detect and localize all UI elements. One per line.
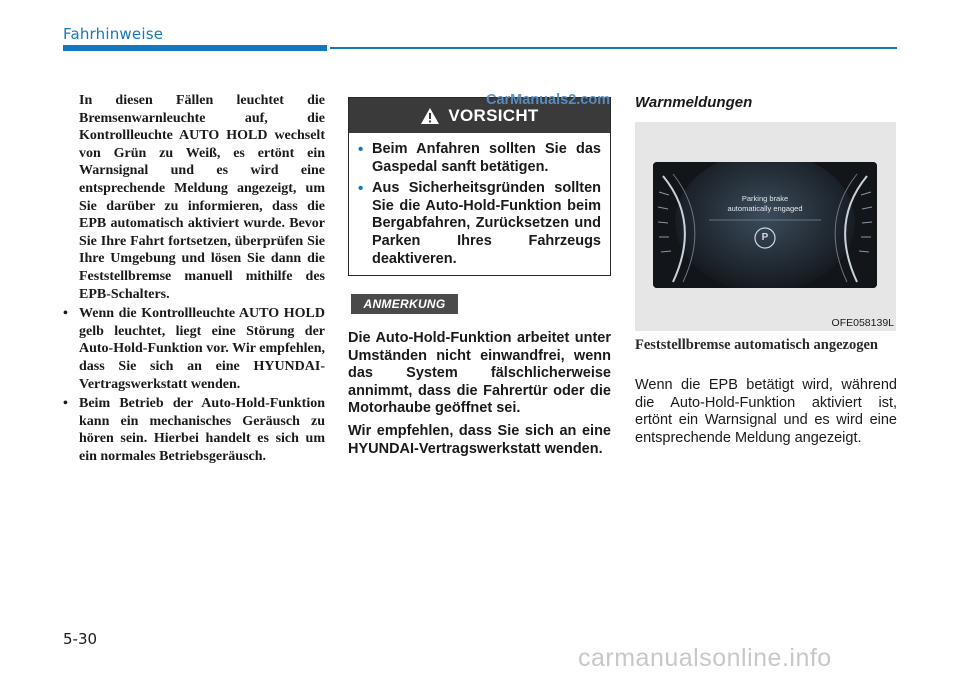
note-badge: ANMERKUNG xyxy=(351,294,458,314)
bullet-dot: • xyxy=(358,141,364,158)
bullet-text: Beim Betrieb der Auto-Hold-Funktion kann ein mechanisches Geräusch zu hören sein. Hierbei handelt es sich um ein normales Betriebsgeräusch. xyxy=(79,396,325,464)
bullet-item xyxy=(63,395,325,465)
bullet-dot: • xyxy=(63,396,68,412)
note-paragraph: Die Auto-Hold-Funktion arbeitet unter Umständen nicht einwandfrei, wenn das System fälschlicherweise annimmt, dass die Fahrertür oder die Motorhaube geöffnet sei. xyxy=(348,330,611,417)
caution-item-text: Beim Anfahren sollten Sie das Gaspedal sanft betätigen. xyxy=(372,141,601,175)
note-paragraph: Wir empfehlen, dass Sie sich an eine HYUNDAI-Vertragswerkstatt wenden. xyxy=(348,422,611,457)
screen-message-line1: Parking brake xyxy=(741,194,789,203)
cluster-display xyxy=(653,162,877,288)
footer-watermark: carmanualsonline.info xyxy=(578,644,832,672)
note-text xyxy=(348,330,611,458)
bullet-item xyxy=(63,305,325,393)
screen-message-line2: automatically engaged xyxy=(727,204,803,213)
caution-body xyxy=(349,133,610,268)
parking-brake-icon: P xyxy=(761,232,769,243)
caution-item-text: Aus Sicherheitsgründen sollten Sie die Auto-Hold-Funktion beim Bergabfahren, Zurücksetzen und Parken Ihres Fahrzeugs deaktiveren. xyxy=(372,180,601,267)
bullet-dot: • xyxy=(63,306,68,322)
cluster-figure xyxy=(635,122,896,331)
message-subheading: Feststellbremse automatisch angezogen xyxy=(635,337,878,353)
bullet-text: Wenn die Kontrollleuchte AUTO HOLD gelb leuchtet, liegt eine Störung der Auto-Hold-Funktion vor. Wir empfehlen, dass Sie sich an eine HYUNDAI-Vertragswerkstatt wenden. xyxy=(79,306,325,392)
page-number: 5-30 xyxy=(63,630,98,648)
cluster-display-graphic xyxy=(653,162,877,288)
caution-box xyxy=(348,97,611,276)
header-rule-thin xyxy=(330,47,897,49)
header-rule-thick xyxy=(63,45,327,51)
message-description: Wenn die EPB betätigt wird, während die Auto-Hold-Funktion aktiviert ist, ertönt ein Warnsignal und es wird eine entsprechende Meldung angezeigt. xyxy=(635,377,897,446)
caution-item xyxy=(358,141,601,176)
figure-code: OFE058139L xyxy=(831,317,894,329)
site-watermark: CarManuals2.com xyxy=(486,92,611,108)
column-one xyxy=(63,92,325,465)
bullet-dot: • xyxy=(358,180,364,198)
warning-triangle-icon xyxy=(420,107,440,125)
intro-paragraph: In diesen Fällen leuchtet die Bremsenwarnleuchte auf, die Kontrollleuchte AUTO HOLD wechselt von Grün zu Weiß, es ertönt ein Warnsignal und es wird eine entsprechende Meldung angezeigt, um Sie darüber zu informieren, dass die EPB automatisch aktiviert wurde. Bevor Sie Ihre Fahrt fortsetzen, überprüfen Sie Ihre Umgebung und lösen Sie dann die Feststellbremse manuell mithilfe des EPB-Schalters. xyxy=(79,93,325,302)
section-title: Fahrhinweise xyxy=(63,25,164,43)
caution-title: VORSICHT xyxy=(448,105,539,125)
warnings-heading: Warnmeldungen xyxy=(635,94,753,111)
caution-item xyxy=(358,180,601,268)
